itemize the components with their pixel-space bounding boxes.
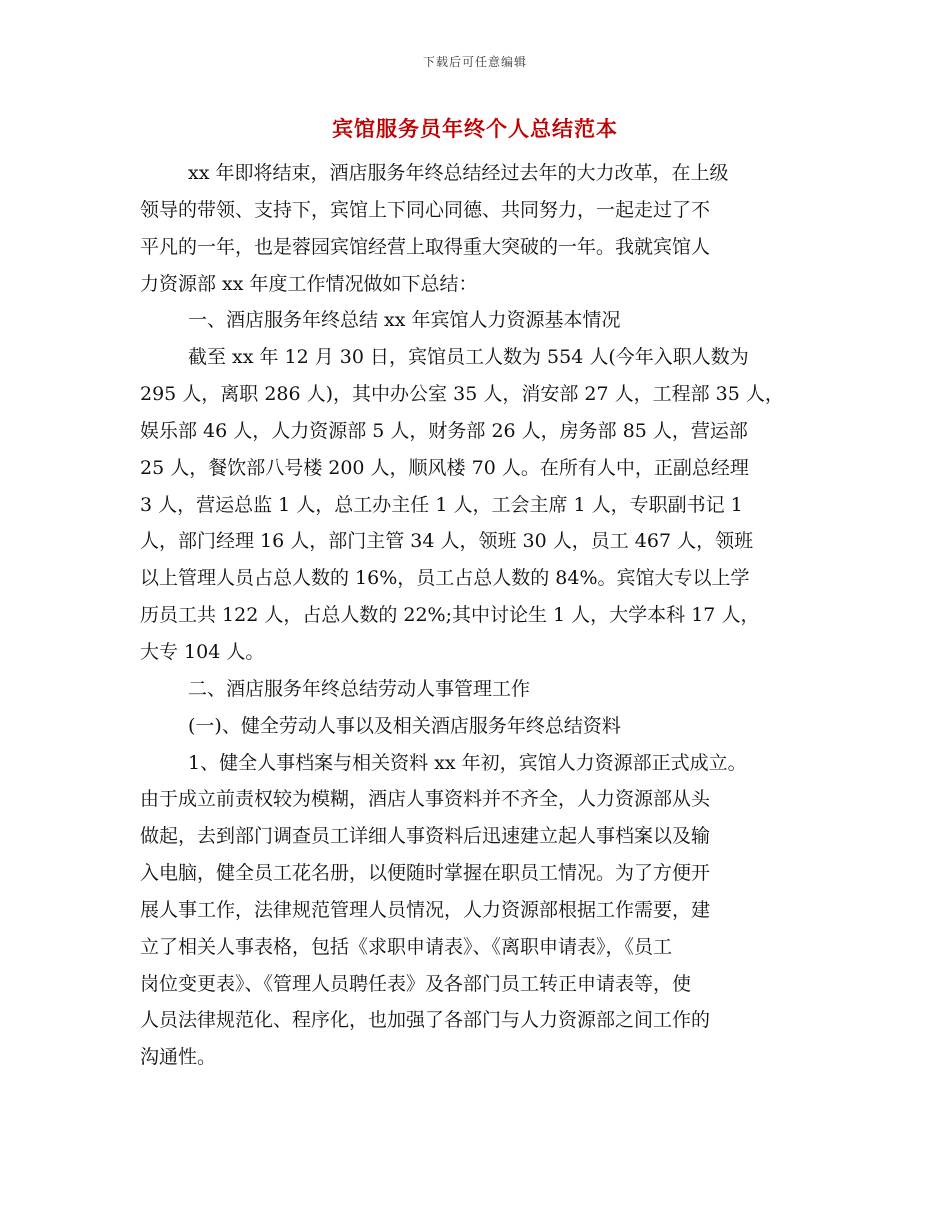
body-line: (一)、健全劳动人事以及相关酒店服务年终总结资料: [188, 714, 621, 737]
body-line: 3 人，营运总监 1 人，总工办主任 1 人，工会主席 1 人，专职副书记 1: [140, 493, 743, 516]
body-line: 力资源部 xx 年度工作情况做如下总结：: [140, 272, 478, 295]
document-body: [140, 155, 812, 1076]
body-line: 历员工共 122 人，占总人数的 22%;其中讨论生 1 人，大学本科 17 人，: [140, 604, 760, 627]
body-line: 二、酒店服务年终总结劳动人事管理工作: [188, 677, 531, 700]
body-line: 做起，去到部门调查员工详细人事资料后迅速建立起人事档案以及输: [140, 825, 711, 848]
body-line: 立了相关人事表格，包括《求职申请表》、《离职申请表》，《员工: [140, 935, 673, 958]
body-line: 大专 104 人。: [140, 640, 265, 663]
body-line: 25 人，餐饮部八号楼 200 人，顺风楼 70 人。在所有人中，正副总经理: [140, 456, 749, 479]
body-line: 截至 xx 年 12 月 30 日，宾馆员工人数为 554 人(今年入职人数为: [188, 346, 749, 369]
body-line: 由于成立前责权较为模糊，酒店人事资料并不齐全，人力资源部从头: [140, 788, 711, 811]
body-line: 娱乐部 46 人，人力资源部 5 人，财务部 26 人，房务部 85 人，营运部: [140, 419, 748, 442]
document-title: 宾馆服务员年终个人总结范本: [332, 117, 618, 141]
body-line: xx 年即将结束，酒店服务年终总结经过去年的大力改革，在上级: [188, 162, 729, 184]
header-note: 下载后可任意编辑: [422, 55, 527, 69]
body-line: 展人事工作，法律规范管理人员情况，人力资源部根据工作需要，建: [140, 898, 711, 921]
body-line: 295 人，离职 286 人)，其中办公室 35 人，消安部 27 人，工程部 35 人，: [140, 383, 784, 406]
body-line: 一、酒店服务年终总结 xx 年宾馆人力资源基本情况: [188, 309, 621, 332]
body-line: 岗位变更表》、《管理人员聘任表》及各部门员工转正申请表等，使: [140, 972, 692, 995]
body-line: 1、健全人事档案与相关资料 xx 年初，宾馆人力资源部正式成立。: [188, 751, 747, 774]
body-line: 领导的带领、支持下，宾馆上下同心同德、共同努力，一起走过了不: [140, 198, 711, 221]
body-line: 沟通性。: [140, 1046, 217, 1069]
body-line: 入电脑，健全员工花名册，以便随时掌握在职员工情况。为了方便开: [140, 862, 711, 885]
body-line: 人，部门经理 16 人，部门主管 34 人，领班 30 人，员工 467 人，领班: [140, 530, 754, 553]
body-line: 平凡的一年，也是蓉园宾馆经营上取得重大突破的一年。我就宾馆人: [140, 235, 711, 258]
body-line: 以上管理人员占总人数的 16%，员工占总人数的 84%。宾馆大专以上学: [140, 567, 750, 590]
body-line: 人员法律规范化、程序化，也加强了各部门与人力资源部之间工作的: [140, 1009, 711, 1032]
